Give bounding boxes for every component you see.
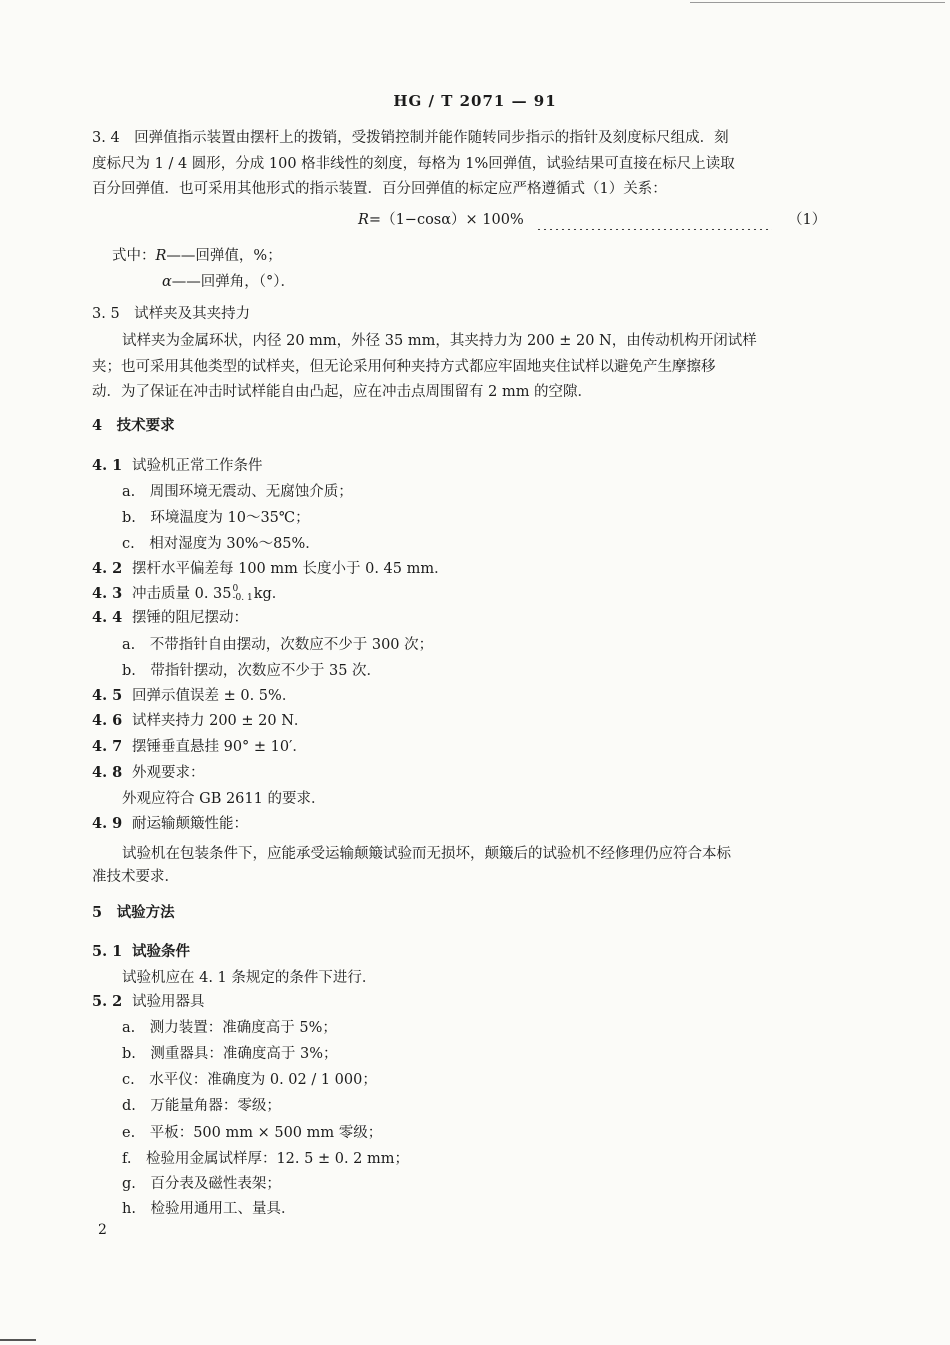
- where-alpha-symbol: α: [162, 274, 172, 290]
- where-r: [112, 245, 282, 267]
- s43-lower-tolerance: -0. 1: [232, 593, 253, 603]
- s43-tolerance: [233, 585, 253, 603]
- s52-item-b: b. 测重器具：准确度高于 3%；: [122, 1046, 338, 1062]
- s44-b: b. 带指针摆动，次数应不少于 35 次．: [122, 663, 382, 679]
- s41-number: 4. 1: [92, 457, 123, 474]
- formula-leader-dots: [536, 210, 772, 230]
- s44-number: 4. 4: [92, 609, 123, 626]
- s47: [92, 736, 307, 758]
- formula-number: （1）: [788, 212, 827, 228]
- where-r-symbol: R: [155, 248, 167, 264]
- formula-rhs: =（1−cosα）× 100%: [368, 212, 524, 228]
- s52-item-a: a. 测力装置：准确度高于 5%；: [122, 1020, 337, 1036]
- s48-title: 外观要求：: [132, 765, 205, 781]
- s51-body: 试验机应在 4. 1 条规定的条件下进行．: [122, 970, 377, 986]
- s49-line2: 准技术要求．: [92, 869, 179, 885]
- scan-edge-mark: [0, 1339, 36, 1341]
- s5-title: 5 试验方法: [92, 904, 175, 921]
- s49: [92, 813, 248, 835]
- s41: [92, 455, 263, 477]
- s48-number: 4. 8: [92, 764, 123, 781]
- s35-line3: 动．为了保证在冲击时试样能自由凸起，应在冲击点周围留有 2 mm 的空隙．: [92, 384, 593, 400]
- s48-body: 外观应符合 GB 2611 的要求．: [122, 791, 326, 807]
- s42: [92, 558, 449, 580]
- s35-line2: 夹；也可采用其他类型的试样夹，但无论采用何种夹持方式都应牢固地夹住试样以避免产生摩擦移: [92, 359, 716, 375]
- s45-text: 回弹示值误差 ± 0. 5%．: [132, 688, 297, 704]
- where-alpha: [162, 271, 295, 293]
- s45: [92, 685, 296, 707]
- s49-line1: 试验机在包装条件下，应能承受运输颠簸试验而无损坏，颠簸后的试验机不经修理仍应符合本标: [122, 846, 731, 862]
- s44: [92, 607, 248, 629]
- s46-number: 4. 6: [92, 712, 123, 729]
- s34-line2: 度标尺为 1 / 4 圆形，分成 100 格非线性的刻度，每格为 1%回弹值，试验结果可直接在标尺上读取: [92, 156, 735, 172]
- s35-title: 3. 5 试样夹及其夹持力: [92, 306, 251, 322]
- s45-number: 4. 5: [92, 687, 123, 704]
- s52-item-d: d. 万能量角器：零级；: [122, 1098, 281, 1114]
- s43-upper-tolerance: 0: [232, 584, 239, 594]
- s42-text: 摆杆水平偏差每 100 mm 长度小于 0. 45 mm．: [132, 561, 449, 577]
- s52-number: 5. 2: [92, 993, 123, 1010]
- page-number: 2: [98, 1222, 107, 1238]
- s4-title: 4 技术要求: [92, 417, 175, 434]
- s44-a: a. 不带指针自由摆动，次数应不少于 300 次；: [122, 637, 434, 653]
- s34-line1: 3. 4 回弹值指示装置由摆杆上的拨销，受拨销控制并能作随转同步指示的指针及刻度标尺组成．刻: [92, 130, 729, 146]
- where-label: 式中：: [112, 248, 156, 264]
- scan-edge-line: [690, 2, 945, 3]
- s52-item-c: c. 水平仪：准确度为 0. 02 / 1 000；: [122, 1072, 377, 1088]
- s48: [92, 762, 205, 784]
- s52: [92, 991, 205, 1013]
- s35-line1: 试样夹为金属环状，内径 20 mm，外径 35 mm，其夹持力为 200 ± 20 N，由传动机构开闭试样: [122, 333, 757, 349]
- formula: [358, 209, 524, 231]
- where-r-definition: ——回弹值，%；: [166, 248, 282, 264]
- s51-title: 试验条件: [132, 943, 190, 960]
- s52-item-e: e. 平板：500 mm × 500 mm 零级；: [122, 1125, 383, 1141]
- s47-text: 摆锤垂直悬挂 90° ± 10′．: [132, 739, 307, 755]
- s44-title: 摆锤的阻尼摆动：: [132, 610, 248, 626]
- s41-c: c. 相对湿度为 30%～85%．: [122, 536, 320, 552]
- document-header: HG / T 2071 — 91: [393, 92, 557, 110]
- s34-line3: 百分回弹值．也可采用其他形式的指示装置．百分回弹值的标定应严格遵循式（1）关系：: [92, 181, 667, 197]
- s46: [92, 710, 308, 732]
- s47-number: 4. 7: [92, 738, 123, 755]
- s52-title: 试验用器具: [132, 994, 205, 1010]
- s52-item-g: g. 百分表及磁性表架；: [122, 1176, 281, 1192]
- s41-b: b. 环境温度为 10～35℃；: [122, 510, 310, 526]
- s52-item-f: f. 检验用金属试样厚：12. 5 ± 0. 2 mm；: [122, 1151, 409, 1167]
- s49-title: 耐运输颠簸性能：: [132, 816, 248, 832]
- s42-number: 4. 2: [92, 560, 123, 577]
- s43: [92, 583, 286, 605]
- s52-item-h: h. 检验用通用工、量具．: [122, 1201, 296, 1217]
- s43-unit: kg．: [253, 586, 287, 602]
- formula-lhs: R: [358, 212, 369, 228]
- s51-number: 5. 1: [92, 943, 123, 960]
- where-alpha-definition: ——回弹角，（°）．: [171, 274, 296, 290]
- s41-a: a. 周围环境无震动、无腐蚀介质；: [122, 484, 353, 500]
- s49-number: 4. 9: [92, 815, 123, 832]
- s41-title: 试验机正常工作条件: [132, 458, 263, 474]
- s46-text: 试样夹持力 200 ± 20 N．: [132, 713, 309, 729]
- s43-text: 冲击质量 0. 35: [132, 586, 232, 602]
- s43-number: 4. 3: [92, 585, 123, 602]
- s51: [92, 941, 190, 963]
